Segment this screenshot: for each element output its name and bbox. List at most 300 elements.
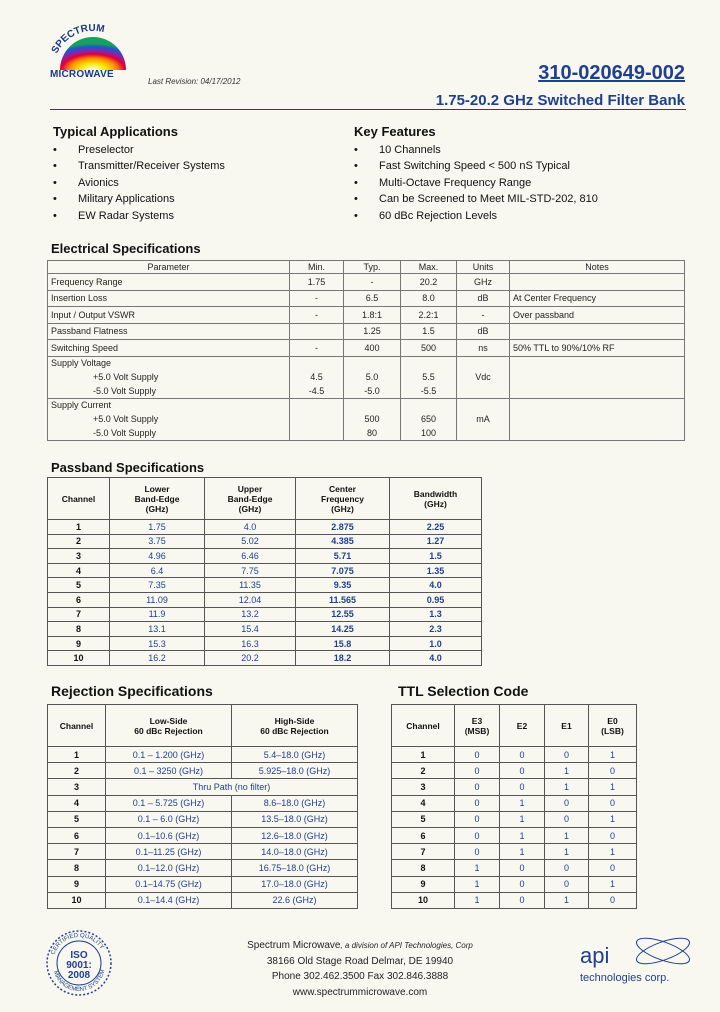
table-row <box>392 827 637 843</box>
table-cell: 0 <box>545 747 589 763</box>
header-cell: Bandwidth (GHz) <box>390 478 482 520</box>
table-cell: ns <box>457 340 510 357</box>
table-cell: 12.04 <box>205 592 296 607</box>
table-cell: 7 <box>48 607 110 622</box>
table-cell: 7 <box>48 844 106 860</box>
header-cell: Low-Side 60 dBc Rejection <box>106 705 232 747</box>
table-cell: 0 <box>589 763 637 779</box>
table-row <box>48 622 482 637</box>
table-cell: 11.35 <box>205 578 296 593</box>
header-cell: High-Side 60 dBc Rejection <box>232 705 358 747</box>
table-cell: 17.0–18.0 (GHz) <box>232 876 358 892</box>
table-row <box>392 811 637 827</box>
phone-fax: Phone 302.462.3500 Fax 302.846.3888 <box>271 971 449 982</box>
table-cell <box>510 323 685 340</box>
header-cell: Channel <box>48 478 110 520</box>
table-cell: Passband Flatness <box>48 323 290 340</box>
table-cell: 1 <box>545 892 589 908</box>
svg-text:2008: 2008 <box>67 970 91 981</box>
table-cell: 11.565 <box>296 592 390 607</box>
table-cell: 0.1 – 6.0 (GHz) <box>106 811 232 827</box>
table-cell: 0 <box>455 827 500 843</box>
table-cell: GHz <box>457 274 510 291</box>
table-cell: 4 <box>48 795 106 811</box>
rejection-table <box>47 704 358 909</box>
list-item: • Fast Switching Speed < 500 nS Typical <box>354 158 674 174</box>
table-row <box>392 860 637 876</box>
table-cell: 1 <box>589 779 637 795</box>
table-cell: 0 <box>455 763 500 779</box>
table-cell: -5.0 <box>344 384 401 398</box>
table-cell: 7.75 <box>205 563 296 578</box>
table-cell: 20.2 <box>205 651 296 666</box>
table-cell: 14.0–18.0 (GHz) <box>232 844 358 860</box>
company-name: Spectrum Microwave <box>247 940 341 951</box>
table-cell: 1 <box>500 795 545 811</box>
table-cell: 1.75 <box>290 274 344 291</box>
table-row <box>48 290 685 307</box>
table-cell: 10 <box>48 651 110 666</box>
table-cell: Vdc <box>457 370 510 384</box>
table-cell: 100 <box>401 426 457 440</box>
table-cell: 12.6–18.0 (GHz) <box>232 827 358 843</box>
table-cell: 5 <box>392 811 455 827</box>
table-cell: 1 <box>48 520 110 535</box>
table-cell: 8.6–18.0 (GHz) <box>232 795 358 811</box>
table-cell: 3 <box>48 779 106 795</box>
table-cell: 1 <box>455 892 500 908</box>
table-cell: 15.3 <box>110 636 205 651</box>
list-item: • Avionics <box>53 175 333 191</box>
table-cell: - <box>290 340 344 357</box>
table-cell: 1 <box>500 827 545 843</box>
table-cell: 0 <box>545 860 589 876</box>
table-cell: 4 <box>392 795 455 811</box>
table-row <box>48 651 482 666</box>
table-cell: 50% TTL to 90%/10% RF <box>510 340 685 357</box>
table-cell: 3.75 <box>110 534 205 549</box>
key-features <box>354 124 674 224</box>
electrical-title: Electrical Specifications <box>51 241 201 256</box>
table-cell: 6 <box>48 592 110 607</box>
table-cell: 0 <box>589 860 637 876</box>
table-cell: 8 <box>392 860 455 876</box>
table-cell: 1.25 <box>344 323 401 340</box>
table-row <box>48 876 358 892</box>
table-cell: 7.075 <box>296 563 390 578</box>
table-cell <box>290 412 344 426</box>
table-cell: -5.0 Volt Supply <box>48 426 290 440</box>
table-cell: 5 <box>48 811 106 827</box>
table-cell: 11.9 <box>110 607 205 622</box>
table-row <box>48 370 685 384</box>
table-header-row <box>48 705 358 747</box>
table-cell: 13.1 <box>110 622 205 637</box>
table-cell <box>290 398 344 412</box>
table-row <box>48 844 358 860</box>
table-cell: Input / Output VSWR <box>48 307 290 324</box>
table-cell: 20.2 <box>401 274 457 291</box>
header-cell: Channel <box>48 705 106 747</box>
table-cell: 2.875 <box>296 520 390 535</box>
table-cell: 1 <box>545 763 589 779</box>
table-row <box>392 892 637 908</box>
table-cell: Insertion Loss <box>48 290 290 307</box>
table-header-row <box>392 705 637 747</box>
table-cell <box>510 412 685 426</box>
address: 38166 Old Stage Road Delmar, DE 19940 <box>266 955 454 967</box>
table-cell: 8 <box>48 622 110 637</box>
table-cell: 0.1–12.0 (GHz) <box>106 860 232 876</box>
table-cell: 1.5 <box>401 323 457 340</box>
rejection-title: Rejection Specifications <box>51 683 213 699</box>
list-item: • 60 dBc Rejection Levels <box>354 208 674 224</box>
table-cell: 16.2 <box>110 651 205 666</box>
list-item: • Transmitter/Receiver Systems <box>53 158 333 174</box>
table-cell: 4.0 <box>205 520 296 535</box>
table-cell: 1.3 <box>390 607 482 622</box>
table-cell: 0 <box>545 876 589 892</box>
table-cell: 15.4 <box>205 622 296 637</box>
header-cell: Parameter <box>48 261 290 274</box>
table-row <box>48 578 482 593</box>
table-cell: 4 <box>48 563 110 578</box>
table-cell: 1.75 <box>110 520 205 535</box>
svg-text:technologies corp.: technologies corp. <box>580 972 670 984</box>
table-cell: - <box>457 307 510 324</box>
table-cell <box>290 356 344 370</box>
table-cell <box>457 384 510 398</box>
table-row <box>48 592 482 607</box>
table-row <box>48 340 685 357</box>
table-cell <box>510 274 685 291</box>
table-row <box>48 549 482 564</box>
header-cell: Channel <box>392 705 455 747</box>
table-row <box>48 412 685 426</box>
table-cell: 0.1–14.4 (GHz) <box>106 892 232 908</box>
table-cell: 0 <box>545 811 589 827</box>
table-cell: mA <box>457 412 510 426</box>
table-cell: 9 <box>48 876 106 892</box>
table-cell: 0 <box>500 876 545 892</box>
ttl-table <box>391 704 637 909</box>
table-cell: 1 <box>545 779 589 795</box>
table-cell: 3 <box>48 549 110 564</box>
table-cell <box>290 323 344 340</box>
table-row <box>392 844 637 860</box>
table-cell: - <box>344 274 401 291</box>
table-cell: 2.2:1 <box>401 307 457 324</box>
table-cell: 1 <box>589 844 637 860</box>
table-cell: 5.925–18.0 (GHz) <box>232 763 358 779</box>
header-cell: Max. <box>401 261 457 274</box>
header-divider <box>50 109 686 110</box>
table-cell: 0 <box>455 844 500 860</box>
table-cell: 13.2 <box>205 607 296 622</box>
table-cell: -5.5 <box>401 384 457 398</box>
table-cell: 8.0 <box>401 290 457 307</box>
table-cell: -4.5 <box>290 384 344 398</box>
table-cell: 1.27 <box>390 534 482 549</box>
svg-text:api: api <box>580 943 610 968</box>
table-cell: +5.0 Volt Supply <box>48 370 290 384</box>
table-cell: 2 <box>392 763 455 779</box>
header-cell: E3 (MSB) <box>455 705 500 747</box>
table-cell: 0 <box>455 747 500 763</box>
table-cell: 13.5–18.0 (GHz) <box>232 811 358 827</box>
typical-applications <box>53 124 333 224</box>
table-cell: 2.3 <box>390 622 482 637</box>
table-cell: 0 <box>455 811 500 827</box>
table-cell: 1 <box>589 747 637 763</box>
table-cell: 1 <box>589 811 637 827</box>
table-cell: 4.385 <box>296 534 390 549</box>
table-row <box>392 795 637 811</box>
table-cell: At Center Frequency <box>510 290 685 307</box>
table-cell: 0 <box>500 860 545 876</box>
table-cell: 22.6 (GHz) <box>232 892 358 908</box>
table-cell: 11.09 <box>110 592 205 607</box>
table-row <box>48 636 482 651</box>
table-cell: -5.0 Volt Supply <box>48 384 290 398</box>
table-cell: 4.0 <box>390 651 482 666</box>
table-cell: 400 <box>344 340 401 357</box>
list-item: • Multi-Octave Frequency Range <box>354 175 674 191</box>
table-header-row <box>48 478 482 520</box>
table-cell: 5.4–18.0 (GHz) <box>232 747 358 763</box>
table-cell: 16.75–18.0 (GHz) <box>232 860 358 876</box>
table-cell: - <box>290 307 344 324</box>
table-cell: 650 <box>401 412 457 426</box>
table-cell <box>344 398 401 412</box>
header-cell: Lower Band-Edge (GHz) <box>110 478 205 520</box>
table-cell <box>510 384 685 398</box>
table-row <box>48 827 358 843</box>
website-link[interactable]: www.spectrummicrowave.com <box>292 986 428 998</box>
table-row <box>48 763 358 779</box>
table-cell: 14.25 <box>296 622 390 637</box>
table-cell: 500 <box>401 340 457 357</box>
table-cell: 9.35 <box>296 578 390 593</box>
svg-text:CERTIFIED QUALITY: CERTIFIED QUALITY <box>50 932 105 956</box>
table-row <box>48 274 685 291</box>
table-cell: 5.71 <box>296 549 390 564</box>
table-cell: 1 <box>392 747 455 763</box>
table-cell: 1.35 <box>390 563 482 578</box>
svg-text:MANAGEMENT SYSTEM: MANAGEMENT SYSTEM <box>51 969 107 994</box>
table-cell <box>457 398 510 412</box>
logo-text: MICROWAVE <box>50 69 114 80</box>
table-cell: 0.1–11.25 (GHz) <box>106 844 232 860</box>
table-cell: 5.02 <box>205 534 296 549</box>
table-cell: Switching Speed <box>48 340 290 357</box>
table-row <box>48 779 358 795</box>
table-cell: +5.0 Volt Supply <box>48 412 290 426</box>
table-cell: 0 <box>500 747 545 763</box>
table-cell: 5 <box>48 578 110 593</box>
product-subtitle: 1.75-20.2 GHz Switched Filter Bank <box>435 92 685 109</box>
table-cell: 0.1 – 1.200 (GHz) <box>106 747 232 763</box>
table-cell <box>457 426 510 440</box>
table-cell: Over passband <box>510 307 685 324</box>
table-row <box>392 763 637 779</box>
part-number: 310-020649-002 <box>538 62 685 84</box>
table-cell: 500 <box>344 412 401 426</box>
ttl-title: TTL Selection Code <box>398 683 529 699</box>
table-row <box>48 607 482 622</box>
table-cell: 6.5 <box>344 290 401 307</box>
svg-text:ISO: ISO <box>70 950 88 961</box>
table-cell: 10 <box>392 892 455 908</box>
division-text: , a division of API Technologies, Corp <box>340 941 473 950</box>
table-cell: 12.55 <box>296 607 390 622</box>
table-cell: 1 <box>455 876 500 892</box>
table-header-row <box>48 261 685 274</box>
table-cell: 1 <box>48 747 106 763</box>
table-cell: Frequency Range <box>48 274 290 291</box>
table-cell: 6 <box>48 827 106 843</box>
header-cell: Typ. <box>344 261 401 274</box>
header-cell: Min. <box>290 261 344 274</box>
table-cell: 15.8 <box>296 636 390 651</box>
table-row <box>48 323 685 340</box>
passband-table <box>47 477 482 666</box>
svg-text:9001:: 9001: <box>66 960 92 971</box>
table-cell: 7.35 <box>110 578 205 593</box>
header-cell: E1 <box>545 705 589 747</box>
table-cell: 0.1–14.75 (GHz) <box>106 876 232 892</box>
table-cell: 2 <box>48 534 110 549</box>
table-row <box>392 876 637 892</box>
table-cell: 2.25 <box>390 520 482 535</box>
table-cell: 1.0 <box>390 636 482 651</box>
table-cell <box>510 356 685 370</box>
table-cell: 3 <box>392 779 455 795</box>
list-item: • Can be Screened to Meet MIL-STD-202, 810 <box>354 191 674 207</box>
table-cell: 1 <box>455 860 500 876</box>
table-cell <box>344 356 401 370</box>
table-row <box>48 307 685 324</box>
table-cell: 0 <box>589 795 637 811</box>
table-cell: 1 <box>589 876 637 892</box>
table-row <box>48 384 685 398</box>
rainbow-icon <box>48 22 138 72</box>
table-cell: 4.5 <box>290 370 344 384</box>
table-cell: 2 <box>48 763 106 779</box>
table-cell: 0 <box>500 763 545 779</box>
header-cell: Upper Band-Edge (GHz) <box>205 478 296 520</box>
table-cell: 8 <box>48 860 106 876</box>
table-cell: 1 <box>545 827 589 843</box>
table-cell <box>290 426 344 440</box>
header-cell: E0 (LSB) <box>589 705 637 747</box>
table-cell: 1 <box>500 844 545 860</box>
table-row <box>48 795 358 811</box>
table-cell: dB <box>457 323 510 340</box>
table-cell: 0.1 – 3250 (GHz) <box>106 763 232 779</box>
table-cell: Supply Current <box>48 398 290 412</box>
list-item: • Preselector <box>53 142 333 158</box>
list-item: • Military Applications <box>53 191 333 207</box>
table-cell <box>510 398 685 412</box>
table-cell: dB <box>457 290 510 307</box>
table-cell: 1.5 <box>390 549 482 564</box>
table-cell: Supply Voltage <box>48 356 290 370</box>
table-cell: 0 <box>455 779 500 795</box>
table-cell: Thru Path (no filter) <box>106 779 358 795</box>
list-item: • 10 Channels <box>354 142 674 158</box>
table-row <box>48 747 358 763</box>
key-features-list <box>354 142 674 224</box>
passband-title: Passband Specifications <box>51 460 205 475</box>
table-cell: 4.96 <box>110 549 205 564</box>
table-cell: 1 <box>545 844 589 860</box>
table-cell <box>401 356 457 370</box>
table-cell: 6.4 <box>110 563 205 578</box>
table-cell: 1.8:1 <box>344 307 401 324</box>
table-cell: 6.46 <box>205 549 296 564</box>
header-cell: Center Frequency (GHz) <box>296 478 390 520</box>
table-row <box>48 356 685 370</box>
api-orbit-icon <box>575 933 695 991</box>
table-cell: 0 <box>500 892 545 908</box>
table-cell: 16.3 <box>205 636 296 651</box>
table-cell: 0 <box>500 779 545 795</box>
table-cell: 0 <box>589 892 637 908</box>
table-cell: - <box>290 290 344 307</box>
table-cell: 0 <box>589 827 637 843</box>
table-row <box>48 892 358 908</box>
table-row <box>48 398 685 412</box>
table-cell: 9 <box>392 876 455 892</box>
table-row <box>48 520 482 535</box>
typical-applications-title: Typical Applications <box>53 124 178 139</box>
table-row <box>48 860 358 876</box>
key-features-title: Key Features <box>354 124 436 139</box>
typical-applications-list <box>53 142 333 224</box>
table-row <box>392 779 637 795</box>
table-cell: 1 <box>500 811 545 827</box>
table-row <box>48 534 482 549</box>
table-row <box>48 811 358 827</box>
table-row <box>392 747 637 763</box>
table-cell: 0.1–10.6 (GHz) <box>106 827 232 843</box>
table-cell: 18.2 <box>296 651 390 666</box>
list-item: • EW Radar Systems <box>53 208 333 224</box>
electrical-table <box>47 260 685 441</box>
table-cell: 5.5 <box>401 370 457 384</box>
header-cell: Units <box>457 261 510 274</box>
table-cell: 10 <box>48 892 106 908</box>
revision-date: Last Revision: 04/17/2012 <box>148 77 241 86</box>
table-cell <box>401 398 457 412</box>
header-cell: Notes <box>510 261 685 274</box>
table-cell: 6 <box>392 827 455 843</box>
table-cell: 0.1 – 5.725 (GHz) <box>106 795 232 811</box>
table-cell <box>510 370 685 384</box>
table-cell: 0 <box>455 795 500 811</box>
table-row <box>48 426 685 440</box>
table-cell: 0.95 <box>390 592 482 607</box>
header-cell: E2 <box>500 705 545 747</box>
api-logo <box>575 933 695 991</box>
table-cell: 4.0 <box>390 578 482 593</box>
table-cell: 9 <box>48 636 110 651</box>
logo-arc-text: SPECTRUM <box>49 22 106 56</box>
table-cell: 5.0 <box>344 370 401 384</box>
table-row <box>48 563 482 578</box>
table-cell: 7 <box>392 844 455 860</box>
